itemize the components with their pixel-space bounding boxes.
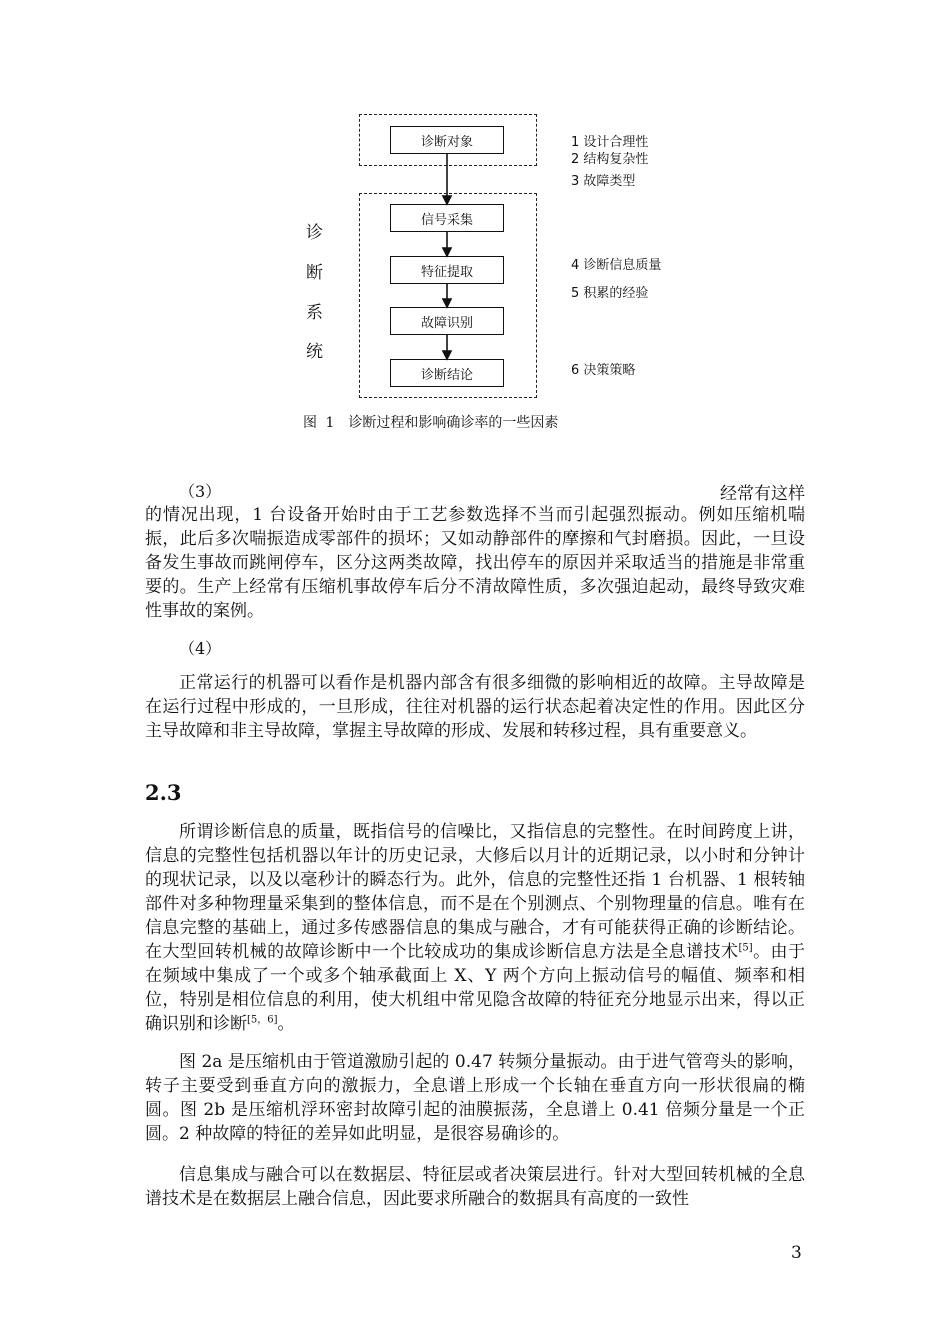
factor-3: 3 故障类型 (571, 174, 636, 189)
item-4-label: （4） (179, 639, 222, 658)
factor-2: 2 结构复杂性 (571, 152, 649, 167)
diagnosis-conclusion-box: 诊断结论 (390, 359, 504, 387)
page-number: 3 (791, 1243, 802, 1263)
system-label-char: 断 (306, 263, 323, 283)
factor-4: 4 诊断信息质量 (571, 258, 662, 273)
factor-1: 1 设计合理性 (571, 135, 649, 150)
section-heading: 2.3 (145, 780, 182, 805)
factor-6: 6 决策策略 (571, 363, 636, 378)
item-3-label: （3） (179, 482, 222, 501)
item-4-body: 正常运行的机器可以看作是机器内部含有很多细微的影响相近的故障。主导故障是在运行过程中形成的，一旦形成，往往对机器的运行状态起着决定性的作用。因此区分主导故障和非主导故障，掌握主导故障的形成、发展和转移过程，具有重要意义。 (145, 673, 805, 741)
system-label-char: 诊 (306, 223, 323, 243)
factor-5: 5 积累的经验 (571, 286, 649, 301)
paragraph-text: 。 (277, 1014, 295, 1034)
citation-5-6: [5，6] (247, 1014, 278, 1026)
paragraph-text: 所谓诊断信息的质量，既指信号的信噪比，又指信息的完整性。在时间跨度上讲，信息的完整性包括机器以年计的历史记录，大修后以月计的近期记录，以小时和分钟计的现状记录，以及以毫秒计的瞬态行为。此外，信息的完整性还指 1 台机器、1 根转轴部件对多种物理量采集到的整体信息，而不是在个别测点、个别物理量的信息。唯有在信息完整的基础上，通过多传感器信息的集成与融合，才有可能获得正确的诊断结论。在大型回转机械的故障诊断中一个比较成功的集成诊断信息方法是全息谱技术 (145, 822, 805, 962)
paragraph-info-quality (145, 820, 805, 1036)
system-label-char: 统 (306, 342, 323, 362)
flow-arrows (0, 0, 950, 440)
system-label-char: 系 (306, 303, 323, 323)
citation-5: [5] (738, 942, 753, 954)
figure-caption: 图 1 诊断过程和影响确诊率的一些因素 (303, 415, 559, 431)
item-3-tail: 经常有这样 (720, 484, 805, 504)
feature-extraction-box: 特征提取 (390, 256, 504, 284)
paragraph-fusion: 信息集成与融合可以在数据层、特征层或者决策层进行。针对大型回转机械的全息谱技术是在数据层上融合信息，因此要求所融合的数据具有高度的一致性 (145, 1165, 805, 1209)
figure-1 (0, 0, 950, 440)
paragraph-text: 。由于在频域中集成了一个或多个轴承截面上 X、Y 两个方向上振动信号的幅值、频率和相位，特别是相位信息的利用，使大机组中常见隐含故障的特征充分地显示出来，得以正确识别和诊断 (145, 942, 806, 1034)
fault-identification-box: 故障识别 (390, 307, 504, 335)
signal-acquisition-box: 信号采集 (390, 204, 504, 232)
diagnosis-object-box: 诊断对象 (390, 126, 504, 154)
item-3-body: 的情况出现，1 台设备开始时由于工艺参数选择不当而引起强烈振动。例如压缩机喘振，此后多次喘振造成零部件的损坏；又如动静部件的摩擦和气封磨损。因此，一旦设备发生事故而跳闸停车，区分这两类故障，找出停车的原因并采取适当的措施是非常重要的。生产上经常有压缩机事故停车后分不清故障性质，多次强迫起动，最终导致灾难性事故的案例。 (145, 505, 805, 621)
paragraph-figure-2: 图 2a 是压缩机由于管道激励引起的 0.47 转频分量振动。由于进气管弯头的影响，转子主要受到垂直方向的激振力，全息谱上形成一个长轴在垂直方向一形状很扁的椭圆。图 2b 是压缩机浮环密封故障引起的油膜振荡，全息谱上 0.41 倍频分量是一个正圆。2 种故障的特征的差异如此明显，是很容易确诊的。 (145, 1052, 805, 1144)
